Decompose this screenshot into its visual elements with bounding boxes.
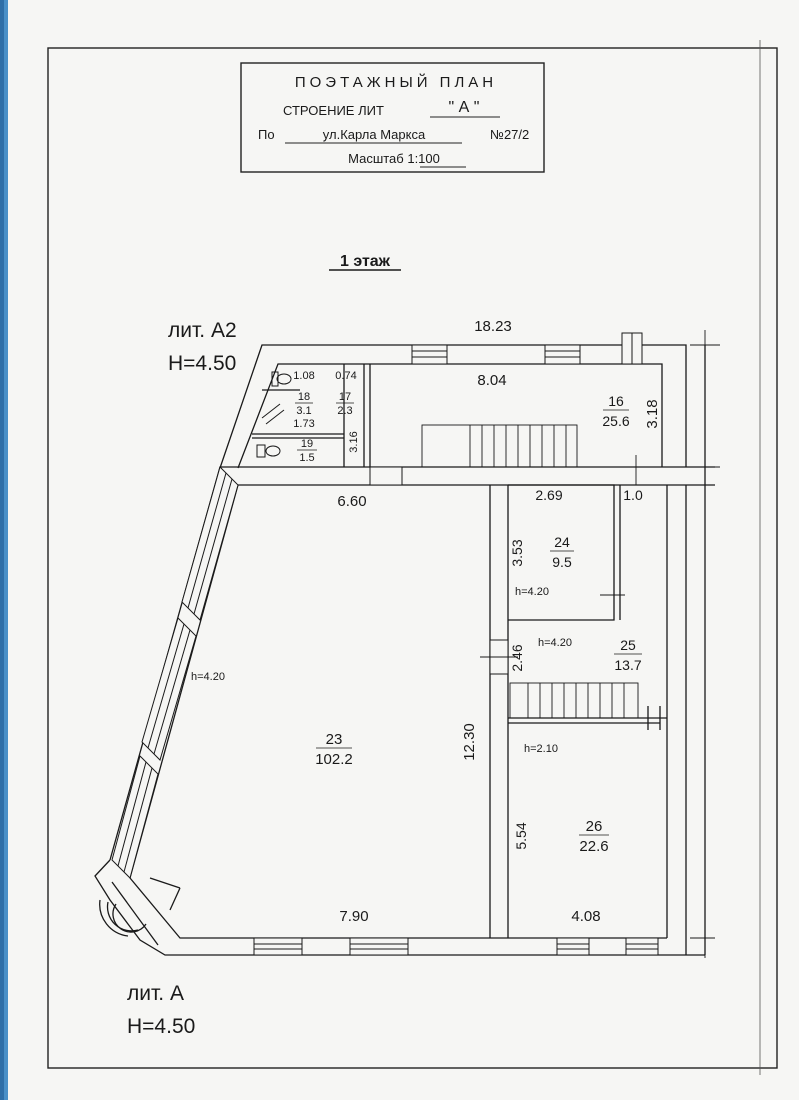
room-16-label (602, 393, 629, 429)
dim-wc-1: 1.08 (293, 370, 315, 382)
scale-label: Масштаб 1:100 (348, 151, 440, 166)
dim-r24-gap: 1.0 (623, 487, 643, 503)
toilet-icon-2 (257, 445, 280, 457)
height-hall: h=4.20 (191, 671, 225, 683)
block-a-name: лит. А (127, 982, 184, 1005)
room-18-label (295, 391, 313, 417)
room-area: 25.6 (602, 413, 630, 429)
window-left-3 (112, 756, 158, 878)
window-bottom-1 (254, 938, 302, 955)
room-19-label (297, 438, 317, 464)
dim-r24-w: 2.69 (535, 487, 563, 503)
room-area: 2.3 (337, 405, 353, 417)
window-left-1 (182, 467, 238, 620)
height-r25: h=4.20 (538, 637, 572, 649)
house-number: №27/2 (490, 127, 530, 142)
dim-r16-depth: 3.18 (644, 399, 661, 429)
dim-wc-3: 1.73 (293, 418, 315, 430)
room-area: 1.5 (299, 452, 315, 464)
dim-r25-depth: 2.46 (509, 644, 525, 672)
dim-r26-w: 4.08 (571, 908, 601, 925)
rotunda-wall (112, 882, 158, 945)
dim-hall-side: 12.30 (461, 723, 478, 761)
room-number: 23 (325, 731, 343, 748)
room-26-label (579, 818, 609, 855)
building-label: СТРОЕНИЕ ЛИТ (283, 103, 384, 118)
height-r26: h=2.10 (524, 743, 558, 755)
dim-hall-top: 6.60 (337, 493, 367, 510)
rotunda-arc-3 (113, 904, 146, 932)
room-area: 13.7 (614, 657, 642, 673)
dim-corridor: 8.04 (477, 372, 507, 389)
doorway-a2-a (370, 467, 402, 485)
staircase-a2 (422, 425, 577, 467)
street-prefix: По (258, 127, 275, 142)
window-bottom-2 (350, 938, 408, 955)
room-number: 16 (608, 393, 624, 409)
dim-wc-depth: 3.16 (348, 431, 360, 453)
toilet-icon (272, 372, 291, 386)
room-area: 22.6 (579, 838, 609, 855)
room-24-label (550, 534, 574, 570)
sink-icon (262, 404, 284, 424)
height-r24: h=4.20 (515, 586, 549, 598)
window-a2-top-2 (545, 345, 580, 364)
title-block (241, 63, 544, 172)
window-bottom-3 (557, 938, 589, 955)
window-a2-top-3 (622, 333, 642, 364)
room-number: 24 (554, 534, 570, 550)
room-25-label (614, 637, 642, 673)
window-bottom-4 (626, 938, 658, 955)
building-letter: " А " (448, 99, 480, 116)
room-number: 26 (585, 818, 603, 835)
room-number: 25 (620, 637, 636, 653)
plan-title: ПОЭТАЖНЫЙ ПЛАН (294, 74, 498, 91)
rotunda-tick-2 (170, 888, 180, 910)
staircase-25 (510, 683, 638, 718)
room-area: 102.2 (315, 751, 353, 768)
room-number: 18 (297, 391, 311, 403)
room-17-label (336, 391, 354, 417)
rotunda-tick (150, 878, 180, 888)
block-a2-name: лит. А2 (168, 319, 237, 342)
room-area: 9.5 (552, 554, 572, 570)
dim-wc-2: 0.74 (335, 370, 357, 382)
block-a-height: Н=4.50 (127, 1015, 196, 1038)
dim-r24-depth: 3.53 (509, 539, 525, 567)
dim-hall-bottom: 7.90 (339, 908, 369, 925)
windows (112, 333, 658, 955)
street-name: ул.Карла Маркса (322, 127, 426, 142)
room-23-label (315, 731, 353, 768)
block-a2-height: Н=4.50 (168, 352, 237, 375)
room-area: 3.1 (296, 405, 312, 417)
page-frame (48, 48, 777, 1068)
room-labels (295, 391, 642, 855)
scan-edge-dark (0, 0, 4, 1100)
room-number: 19 (300, 438, 314, 450)
dim-top-overall: 18.23 (474, 318, 512, 335)
floor-title: 1 этаж (339, 253, 391, 270)
fixtures (257, 372, 291, 457)
window-a2-top-1 (412, 345, 447, 364)
room-number: 17 (338, 391, 352, 403)
window-left-2 (142, 618, 196, 760)
dim-r26-depth: 5.54 (513, 822, 529, 850)
